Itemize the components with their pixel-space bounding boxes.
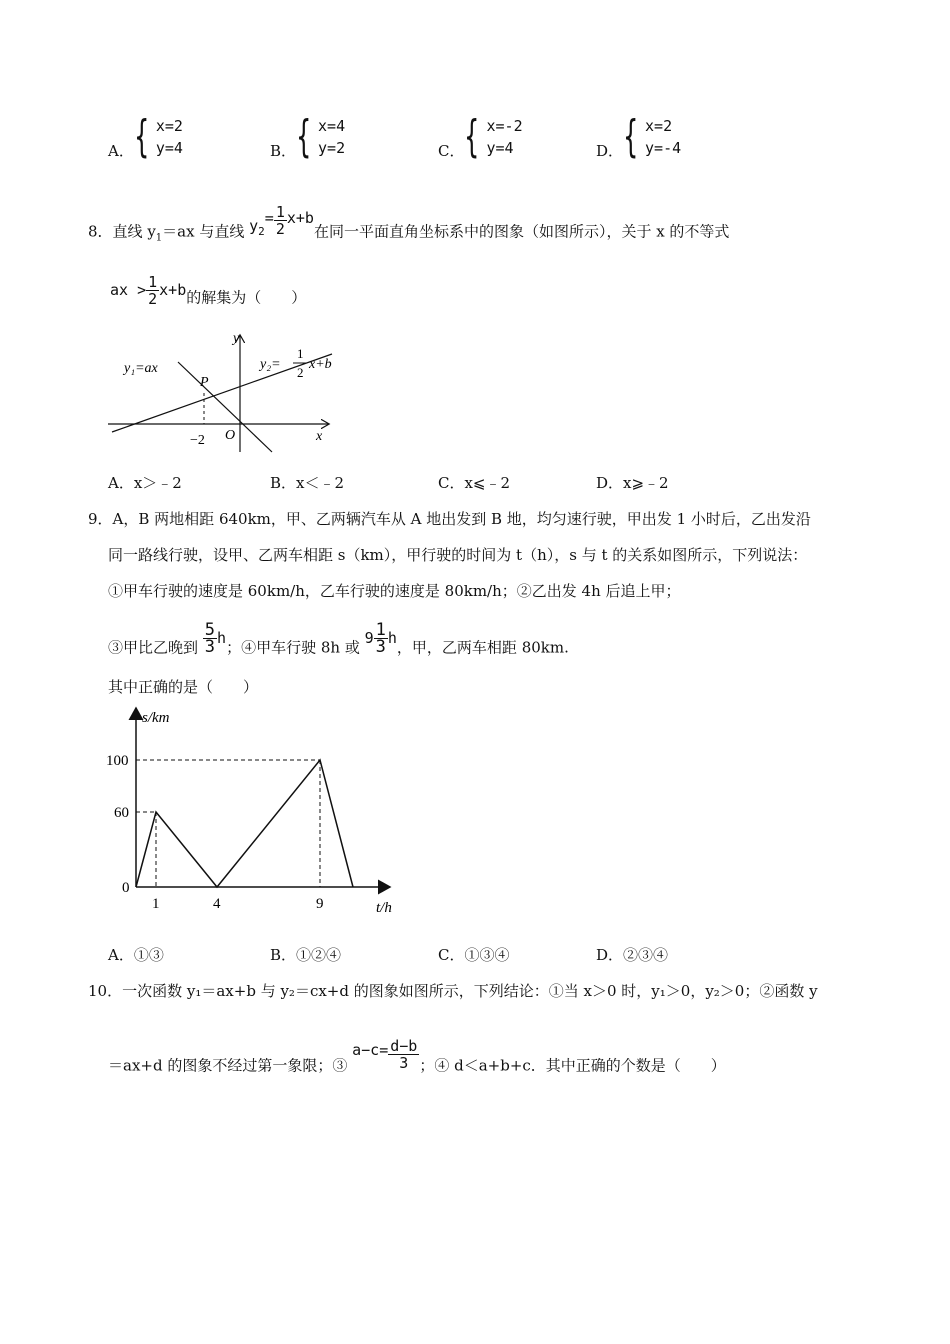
q8-inequality: ax > $\frac{1}{2}$ x+b (110, 273, 187, 308)
t-axis-label: t/h (376, 900, 392, 916)
tick-minus-2: −2 (190, 433, 205, 448)
q9-stem-line2: 同一路线行驶，设甲、乙两车相距 s（km），甲行驶的时间为 t（h），s 与 t 的关系如图所示，下列说法： (108, 546, 808, 564)
q8-option-b[interactable]: B．x＜﹣2 (270, 474, 345, 492)
option-letter: C． (438, 142, 465, 160)
q9-stem-line4: ③甲比乙晚到 $\frac{5}{3}$ h；④甲车行驶 8h 或 9 $\frac{1}{3}$ h，甲，乙两车相距 80km. (108, 620, 569, 657)
q9-stem-line1: 9．A，B 两地相距 640km，甲、乙两辆汽车从 A 地出发到 B 地，均匀速行驶，甲出发 1 小时后，乙出发沿 (88, 510, 811, 528)
q9-fraction-5-3: $\frac{5}{3}$ h (204, 620, 227, 657)
x-tick-9: 9 (316, 896, 324, 912)
q9-option-c[interactable]: C．①③④ (438, 946, 510, 964)
label-y2-num: 1 (297, 346, 304, 361)
option-letter: B． (270, 142, 297, 160)
q10-equation: a−c= $\frac{d-b}{3}$ (352, 1037, 418, 1072)
q8-stem-line2: ax > $\frac{1}{2}$ x+b的解集为（ ） (110, 273, 307, 308)
q9-stem-line3: ①甲车行驶的速度是 60km/h，乙车行驶的速度是 80km/h；②乙出发 4h 后追上甲； (108, 582, 681, 600)
system-y: y=-4 (645, 138, 682, 157)
option-letter: D． (596, 142, 624, 160)
q9-option-a[interactable]: A．①③ (108, 946, 164, 964)
system-x: x=2 (645, 116, 673, 135)
y-axis-label: y (233, 331, 240, 346)
system-y: y=4 (155, 138, 183, 157)
q10-stem-line2: ＝ax+d 的图象不经过第一象限；③ a−c= $\frac{d-b}{3}$ ；④ d＜a+b+c．其中正确的个数是（ ） (108, 1037, 726, 1075)
q9-stem-line5: 其中正确的是（ ） (108, 678, 259, 696)
system-y: y=2 (318, 138, 346, 157)
x-axis-label: x (316, 429, 323, 444)
question-number: 9． (88, 510, 113, 528)
q10-stem-line1: 10．一次函数 y₁＝ax+b 与 y₂＝cx+d 的图象如图所示，下列结论：①当 x＞0 时，y₁＞0，y₂＞0；②函数 y (88, 982, 818, 1000)
s-axis-label: s/km (142, 710, 170, 726)
origin-label: 0 (122, 880, 130, 896)
question-number: 10． (88, 982, 123, 1000)
q9-option-d[interactable]: D．②③④ (596, 946, 669, 964)
x-tick-1: 1 (152, 896, 160, 912)
q9-option-b[interactable]: B．①②④ (270, 946, 342, 964)
option-letter: A． (108, 142, 134, 160)
q8-equation: $y_2=$ $\frac{1}{2}$ x+b (249, 203, 314, 238)
q8-stem-line1: 8．直线 $y_1=ax$ 与直线 $y_2=$ $\frac{1}{2}$ x+b在同一平面直角坐标系中的图象（如图所示），关于 x 的不等式 (88, 203, 730, 244)
question-number: 8． (88, 222, 113, 241)
q9-mixed-9-1-3: 9 $\frac{1}{3}$ h (364, 620, 397, 657)
system-x: x=2 (155, 116, 183, 135)
label-y2-rest: x+b (309, 357, 332, 372)
q8-graph (100, 322, 350, 457)
q8-option-d[interactable]: D．x⩾﹣2 (596, 474, 669, 492)
y-tick-100: 100 (106, 753, 129, 769)
origin-label: O (225, 428, 236, 443)
label-y2-den: 2 (297, 365, 304, 380)
y-tick-60: 60 (114, 805, 129, 821)
point-p-label: P (200, 375, 209, 390)
x-tick-4: 4 (213, 896, 221, 912)
label-y1: y₁=ax (124, 361, 158, 376)
q9-graph (100, 700, 410, 920)
system-y: y=4 (486, 138, 514, 157)
label-y2-prefix: y₂= (260, 357, 281, 372)
q8-option-c[interactable]: C．x⩽﹣2 (438, 474, 511, 492)
q8-option-a[interactable]: A．x＞﹣2 (108, 474, 182, 492)
system-x: x=4 (318, 116, 346, 135)
system-x: x=-2 (486, 116, 523, 135)
